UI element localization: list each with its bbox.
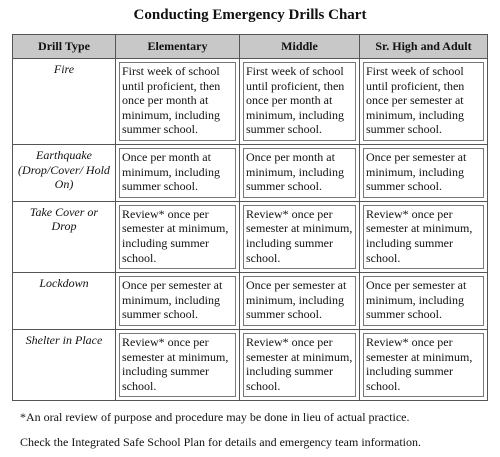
middle-text: Review* once per semester at minimum, including summer school.	[243, 205, 356, 269]
middle-cell	[240, 144, 360, 201]
reference-note: Check the Integrated Safe School Plan for details and emergency team information.	[20, 435, 421, 449]
column-header-sr-high-adult: Sr. High and Adult	[360, 35, 488, 59]
column-header-drill-type: Drill Type	[13, 35, 116, 59]
middle-text: First week of school until proficient, then once per month at minimum, including summer school.	[243, 62, 356, 141]
drill-type-cell	[13, 273, 116, 330]
middle-cell	[240, 329, 360, 400]
elementary-cell	[116, 329, 240, 400]
middle-cell	[240, 273, 360, 330]
middle-text: Once per month at minimum, including summer school.	[243, 148, 356, 198]
drill-type-label: Fire	[53, 62, 75, 76]
table-header-row	[13, 35, 488, 59]
middle-cell	[240, 201, 360, 272]
document-title: Conducting Emergency Drills Chart	[133, 7, 367, 23]
drill-type-cell	[13, 201, 116, 272]
high-text: Once per semester at minimum, including summer school.	[363, 276, 484, 326]
high-text: Review* once per semester at minimum, including summer school.	[363, 333, 484, 397]
drill-type-label: Take Cover or Drop	[29, 204, 99, 234]
table-row	[13, 59, 488, 145]
drills-table	[12, 34, 488, 401]
table-row	[13, 329, 488, 400]
high-cell	[360, 59, 488, 145]
footnote: *An oral review of purpose and procedure may be done in lieu of actual practice.	[20, 410, 410, 424]
table-row	[13, 273, 488, 330]
drill-type-cell	[13, 59, 116, 145]
high-cell	[360, 273, 488, 330]
high-text: Once per semester at minimum, including summer school.	[363, 148, 484, 198]
elementary-cell	[116, 273, 240, 330]
drill-type-label: Earthquake (Drop/Cover/ Hold On)	[18, 147, 110, 192]
elementary-cell	[116, 144, 240, 201]
high-cell	[360, 201, 488, 272]
high-text: First week of school until proficient, then once per semester at minimum, including summer school.	[363, 62, 484, 141]
middle-cell	[240, 59, 360, 145]
column-header-middle: Middle	[240, 35, 360, 59]
table-row	[13, 201, 488, 272]
column-header-elementary: Elementary	[116, 35, 240, 59]
high-cell	[360, 329, 488, 400]
drill-type-label: Lockdown	[39, 276, 89, 291]
high-cell	[360, 144, 488, 201]
high-text: Review* once per semester at minimum, including summer school.	[363, 205, 484, 269]
elementary-text: Review* once per semester at minimum, including summer school.	[119, 205, 236, 269]
middle-text: Once per semester at minimum, including summer school.	[243, 276, 356, 326]
elementary-cell	[116, 201, 240, 272]
elementary-text: Once per month at minimum, including summer school.	[119, 148, 236, 198]
elementary-cell	[116, 59, 240, 145]
drill-type-cell	[13, 329, 116, 400]
elementary-text: Once per semester at minimum, including summer school.	[119, 276, 236, 326]
drill-type-label: Shelter in Place	[25, 332, 103, 347]
elementary-text: Review* once per semester at minimum, including summer school.	[119, 333, 236, 397]
drill-type-cell	[13, 144, 116, 201]
table-row	[13, 144, 488, 201]
elementary-text: First week of school until proficient, then once per month at minimum, including summer school.	[119, 62, 236, 141]
middle-text: Review* once per semester at minimum, including summer school.	[243, 333, 356, 397]
